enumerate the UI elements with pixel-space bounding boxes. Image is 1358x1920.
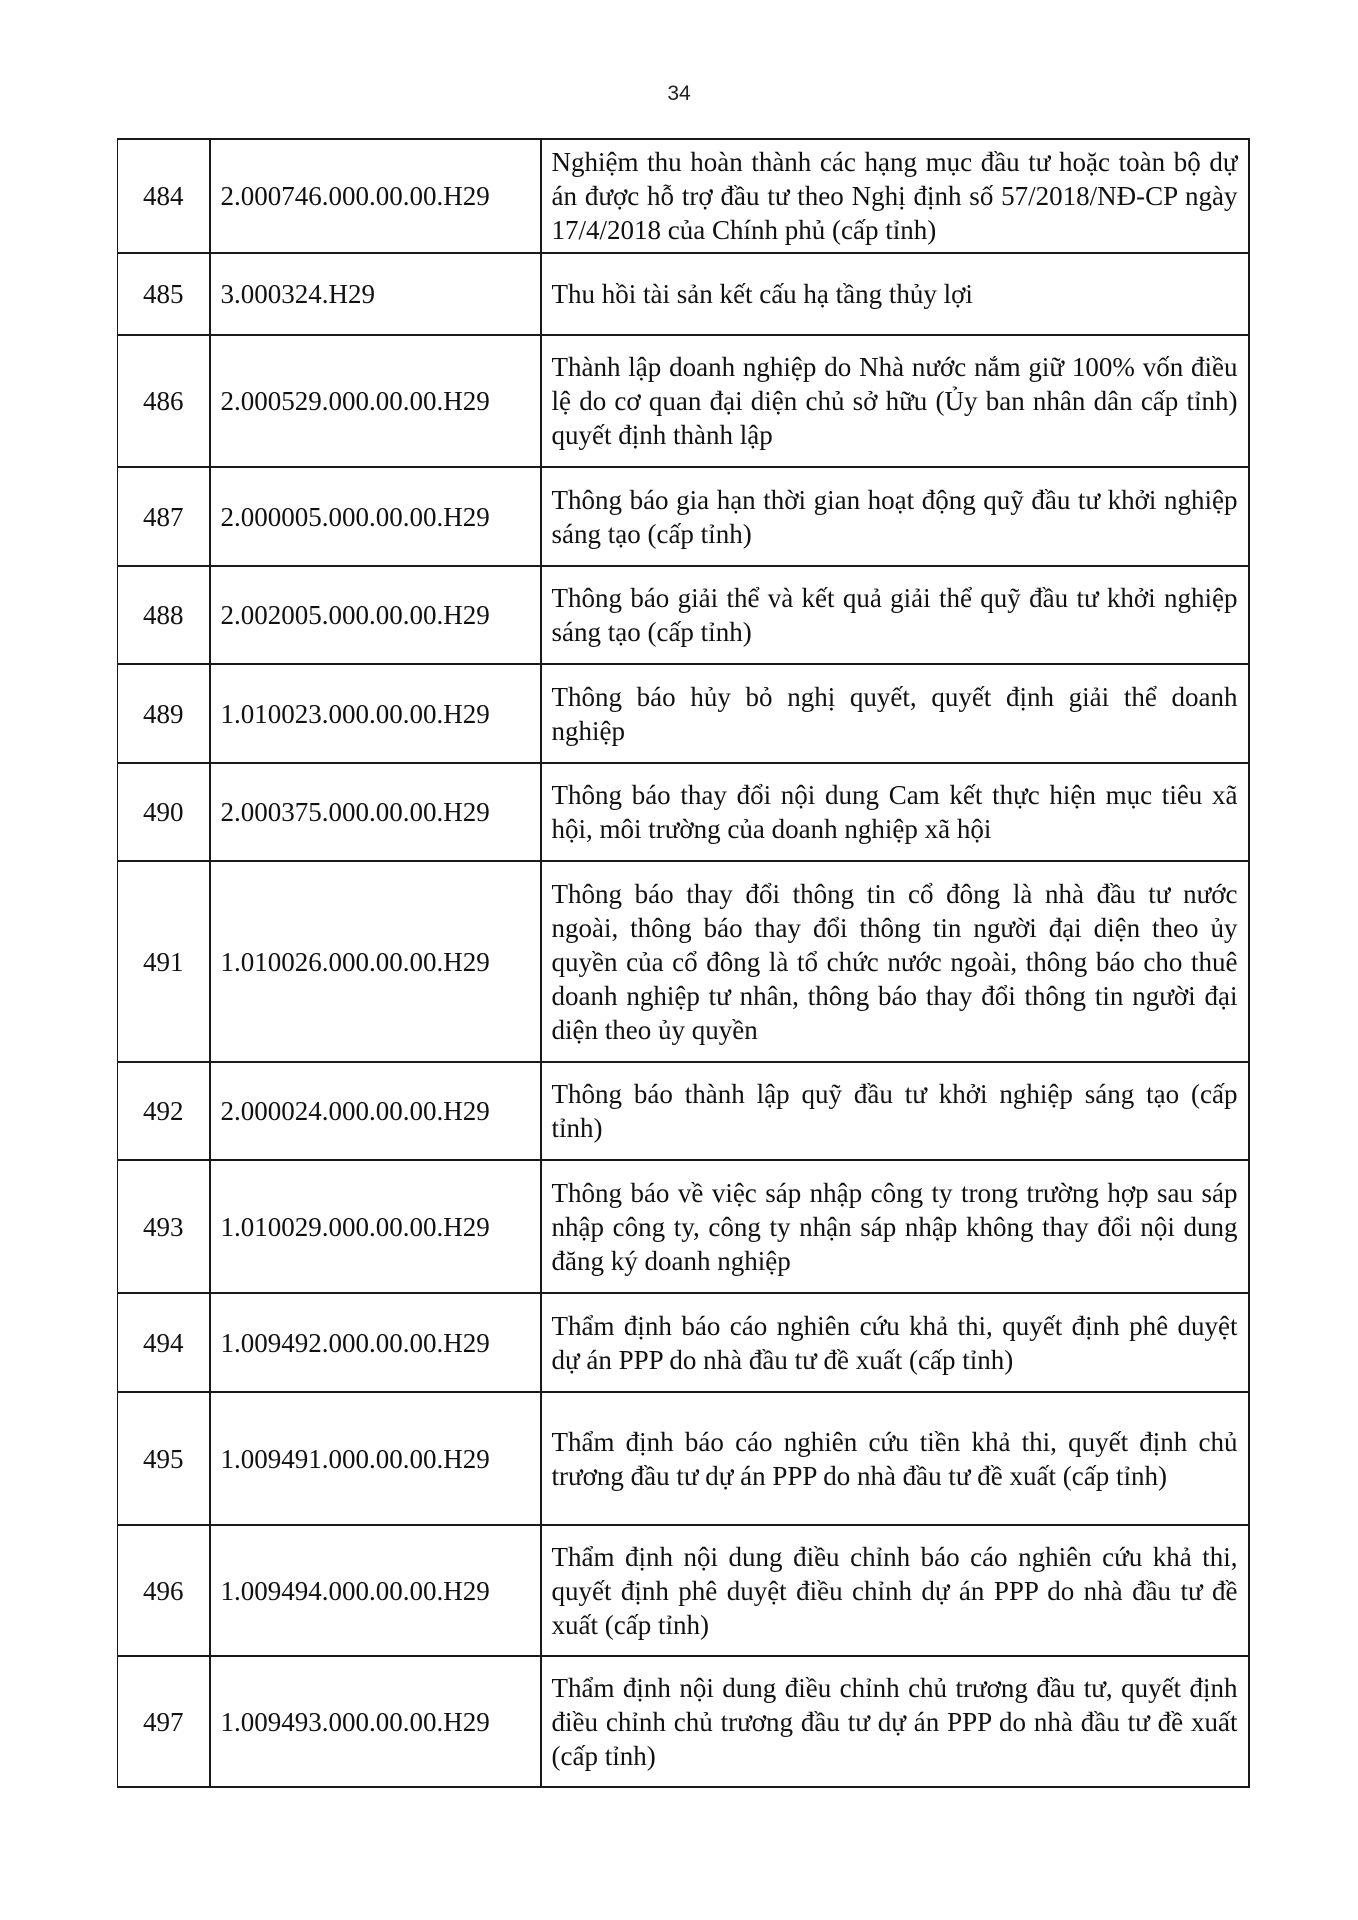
procedure-name: Thông báo thành lập quỹ đầu tư khởi nghiệp sáng tạo (cấp tỉnh) (541, 1062, 1249, 1160)
procedure-name: Thu hồi tài sản kết cấu hạ tầng thủy lợi (541, 253, 1249, 335)
procedure-code: 2.000024.000.00.00.H29 (210, 1062, 541, 1160)
table-row (118, 1392, 1249, 1525)
procedure-name: Thông báo về việc sáp nhập công ty trong trường hợp sau sáp nhập công ty, công ty nhận sáp nhập không thay đổi nội dung đăng ký doanh nghiệp (541, 1160, 1249, 1293)
procedure-name: Thẩm định báo cáo nghiên cứu tiền khả thi, quyết định chủ trương đầu tư dự án PPP do nhà đầu tư đề xuất (cấp tỉnh) (541, 1392, 1249, 1525)
procedure-name: Thông báo thay đổi nội dung Cam kết thực hiện mục tiêu xã hội, môi trường của doanh nghiệp xã hội (541, 763, 1249, 861)
table-row (118, 566, 1249, 664)
procedure-code: 1.009494.000.00.00.H29 (210, 1525, 541, 1656)
procedure-code: 3.000324.H29 (210, 253, 541, 335)
row-number: 487 (118, 467, 210, 566)
row-number: 494 (118, 1293, 210, 1392)
procedure-code: 2.000746.000.00.00.H29 (210, 139, 541, 253)
procedure-code: 1.009493.000.00.00.H29 (210, 1656, 541, 1787)
row-number: 486 (118, 335, 210, 467)
table-row (118, 139, 1249, 253)
table-row (118, 335, 1249, 467)
table-row (118, 664, 1249, 763)
page-number: 34 (667, 82, 691, 105)
table-row (118, 1656, 1249, 1787)
table-row (118, 763, 1249, 861)
procedure-name: Thông báo hủy bỏ nghị quyết, quyết định giải thể doanh nghiệp (541, 664, 1249, 763)
table-row (118, 861, 1249, 1062)
row-number: 495 (118, 1392, 210, 1525)
procedure-name: Thành lập doanh nghiệp do Nhà nước nắm giữ 100% vốn điều lệ do cơ quan đại diện chủ sở hữu (Ủy ban nhân dân cấp tỉnh) quyết định thành lập (541, 335, 1249, 467)
procedure-name: Thẩm định báo cáo nghiên cứu khả thi, quyết định phê duyệt dự án PPP do nhà đầu tư đề xuất (cấp tỉnh) (541, 1293, 1249, 1392)
procedure-name: Thông báo thay đổi thông tin cổ đông là nhà đầu tư nước ngoài, thông báo thay đổi thông tin người đại diện theo ủy quyền của cổ đông là tổ chức nước ngoài, thông báo cho thuê doanh nghiệp tư nhân, thông báo thay đổi thông tin người đại diện theo ủy quyền (541, 861, 1249, 1062)
procedure-code: 2.002005.000.00.00.H29 (210, 566, 541, 664)
table-row (118, 1525, 1249, 1656)
row-number: 489 (118, 664, 210, 763)
table-row (118, 1293, 1249, 1392)
row-number: 491 (118, 861, 210, 1062)
procedure-name: Nghiệm thu hoàn thành các hạng mục đầu tư hoặc toàn bộ dự án được hỗ trợ đầu tư theo Nghị định số 57/2018/NĐ-CP ngày 17/4/2018 của Chính phủ (cấp tỉnh) (541, 139, 1249, 253)
procedure-code: 2.000005.000.00.00.H29 (210, 467, 541, 566)
procedure-table (117, 138, 1250, 1788)
procedure-name: Thẩm định nội dung điều chỉnh chủ trương đầu tư, quyết định điều chỉnh chủ trương đầu tư dự án PPP do nhà đầu tư đề xuất (cấp tỉnh) (541, 1656, 1249, 1787)
procedure-code: 1.009492.000.00.00.H29 (210, 1293, 541, 1392)
procedure-code: 1.009491.000.00.00.H29 (210, 1392, 541, 1525)
procedure-code: 2.000375.000.00.00.H29 (210, 763, 541, 861)
procedure-code: 1.010026.000.00.00.H29 (210, 861, 541, 1062)
procedure-name: Thông báo giải thể và kết quả giải thể quỹ đầu tư khởi nghiệp sáng tạo (cấp tỉnh) (541, 566, 1249, 664)
row-number: 493 (118, 1160, 210, 1293)
row-number: 485 (118, 253, 210, 335)
procedure-name: Thông báo gia hạn thời gian hoạt động quỹ đầu tư khởi nghiệp sáng tạo (cấp tỉnh) (541, 467, 1249, 566)
procedure-name: Thẩm định nội dung điều chỉnh báo cáo nghiên cứu khả thi, quyết định phê duyệt điều chỉnh dự án PPP do nhà đầu tư đề xuất (cấp tỉnh) (541, 1525, 1249, 1656)
table-row (118, 1160, 1249, 1293)
table-body (118, 139, 1249, 1787)
row-number: 497 (118, 1656, 210, 1787)
row-number: 488 (118, 566, 210, 664)
row-number: 484 (118, 139, 210, 253)
procedure-code: 2.000529.000.00.00.H29 (210, 335, 541, 467)
table-row (118, 467, 1249, 566)
table-row (118, 253, 1249, 335)
row-number: 496 (118, 1525, 210, 1656)
row-number: 490 (118, 763, 210, 861)
procedure-code: 1.010023.000.00.00.H29 (210, 664, 541, 763)
row-number: 492 (118, 1062, 210, 1160)
table-row (118, 1062, 1249, 1160)
procedure-code: 1.010029.000.00.00.H29 (210, 1160, 541, 1293)
